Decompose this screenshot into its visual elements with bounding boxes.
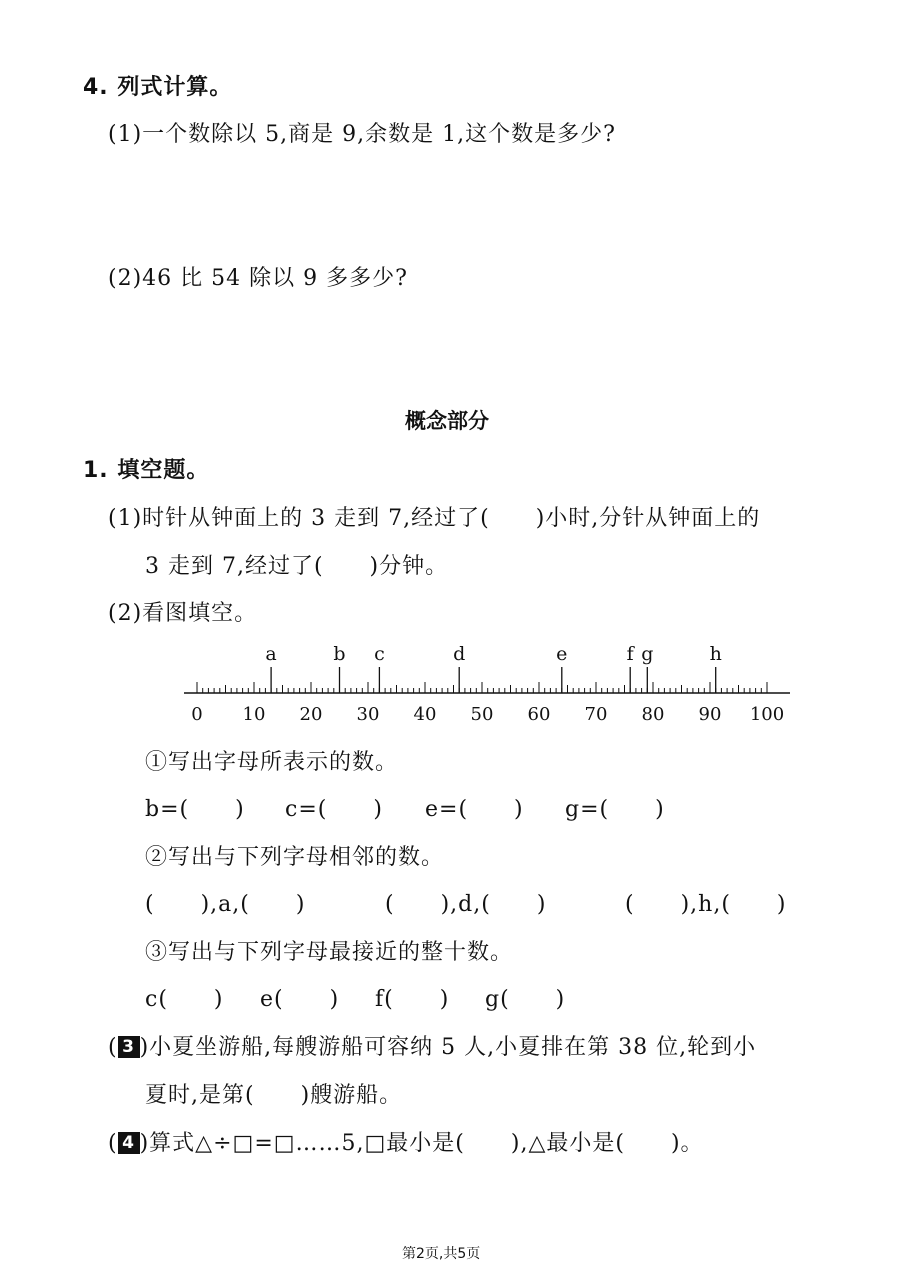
part1-question-2: (2)看图填空。 [108, 601, 258, 626]
part1-question-1-line-1: (1)时针从钟面上的 3 走到 7,经过了( )小时,分针从钟面上的 [108, 506, 761, 531]
number-line-tick-label: 90 [698, 704, 722, 725]
number-line-tick-label: 0 [191, 704, 203, 725]
number-line-marker-label-a: a [265, 643, 277, 665]
sub2-title: ②写出与下列字母相邻的数。 [145, 845, 445, 870]
part1-question-3-line-1: ( 3 )小夏坐游船,每艘游船可容纳 5 人,小夏排在第 38 位,轮到小 [108, 1035, 757, 1060]
number-line-tick-label: 70 [584, 704, 608, 725]
answer-blank-b[interactable]: b=( ) [145, 797, 245, 822]
section-title: 概念部分 [405, 409, 489, 433]
nearest-ten-blank-c[interactable]: c( ) [145, 987, 224, 1012]
part1-question-4: ( 4 )算式△÷□=□……5,□最小是( ),△最小是( )。 [108, 1131, 704, 1156]
neighbors-blank-d[interactable]: ( ),d,( ) [385, 892, 547, 917]
number-line-tick-label: 20 [299, 704, 323, 725]
part1-question-3-line-2: 夏时,是第( )艘游船。 [145, 1083, 403, 1108]
neighbors-blank-h[interactable]: ( ),h,( ) [625, 892, 787, 917]
number-line-marker-label-c: c [374, 643, 385, 665]
number-line-marker-label-g: g [641, 643, 654, 665]
question-3-text: )小夏坐游船,每艘游船可容纳 5 人,小夏排在第 38 位,轮到小 [139, 1035, 757, 1060]
sub1-title: ①写出字母所表示的数。 [145, 750, 399, 775]
nearest-ten-blank-f[interactable]: f( ) [375, 987, 450, 1012]
page-footer: 第2页,共5页 [402, 1246, 481, 1262]
part4-question-1: (1)一个数除以 5,商是 9,余数是 1,这个数是多少? [108, 122, 616, 147]
answer-blank-c[interactable]: c=( ) [285, 797, 383, 822]
question-number-badge-3: 3 [118, 1036, 140, 1058]
number-line-tick-label: 100 [749, 704, 785, 725]
answer-blank-g[interactable]: g=( ) [565, 797, 665, 822]
number-line-marker-label-f: f [626, 643, 634, 665]
part1-title: 1. 填空题。 [83, 458, 210, 483]
number-line-marker-label-h: h [709, 643, 722, 665]
number-line-tick-label: 60 [527, 704, 551, 725]
number-line-figure [170, 630, 810, 730]
neighbors-blank-a[interactable]: ( ),a,( ) [145, 892, 306, 917]
nearest-ten-blank-g[interactable]: g( ) [485, 987, 566, 1012]
question-4-text: )算式△÷□=□……5,□最小是( ),△最小是( )。 [139, 1131, 704, 1156]
number-line-tick-label: 10 [242, 704, 266, 725]
number-line-tick-label: 50 [470, 704, 494, 725]
number-line-tick-label: 30 [356, 704, 380, 725]
number-line-marker-label-d: d [453, 643, 466, 665]
number-line-marker-label-e: e [556, 643, 568, 665]
number-line-tick-label: 80 [641, 704, 665, 725]
part4-title: 4. 列式计算。 [83, 75, 233, 100]
answer-blank-e[interactable]: e=( ) [425, 797, 524, 822]
sub3-title: ③写出与下列字母最接近的整十数。 [145, 940, 514, 965]
number-line-tick-label: 40 [413, 704, 437, 725]
part4-question-2: (2)46 比 54 除以 9 多多少? [108, 266, 408, 291]
number-line-marker-label-b: b [333, 643, 346, 665]
part1-question-1-line-2: 3 走到 7,经过了( )分钟。 [145, 554, 449, 579]
question-number-badge-4: 4 [118, 1132, 140, 1154]
nearest-ten-blank-e[interactable]: e( ) [260, 987, 340, 1012]
